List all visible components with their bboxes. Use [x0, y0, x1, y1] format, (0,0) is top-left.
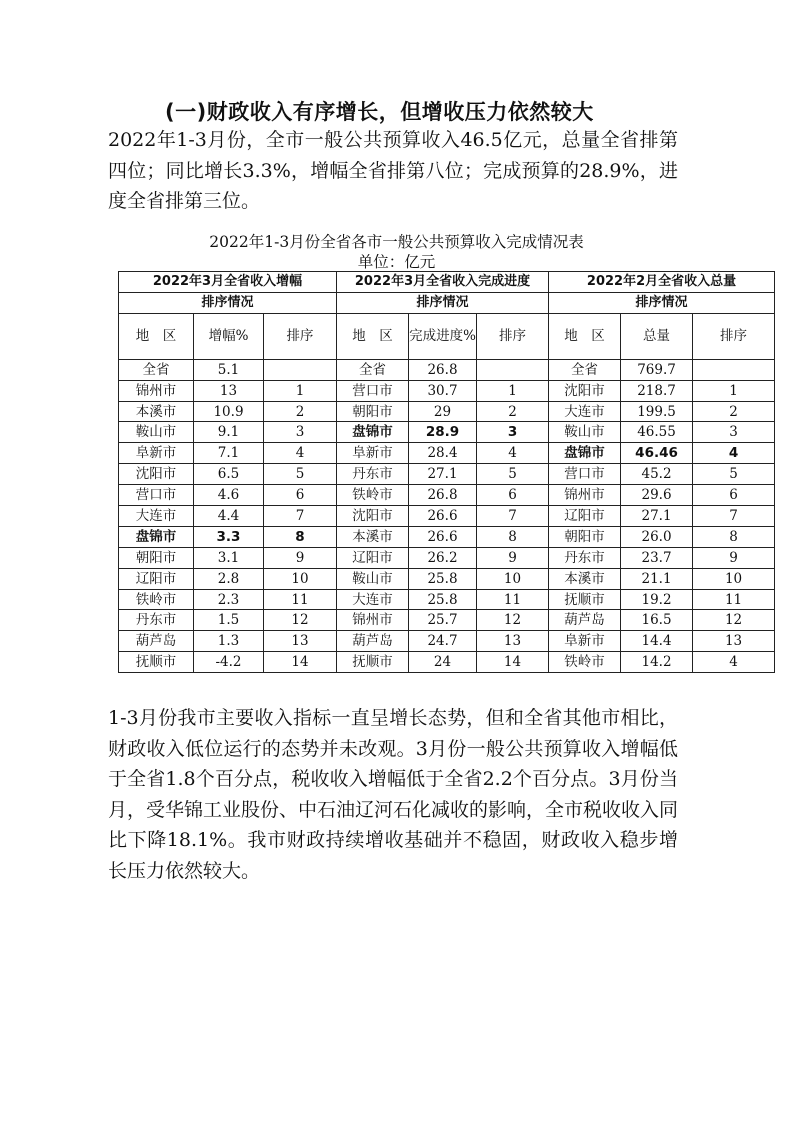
region-cell: 丹东市	[119, 610, 194, 631]
table-row	[119, 485, 775, 506]
rank-cell: 3	[477, 422, 549, 443]
region-cell: 大连市	[119, 506, 194, 527]
table-row	[119, 652, 775, 673]
value-cell: 27.1	[621, 506, 693, 527]
revenue-ranking-table	[118, 271, 775, 673]
col-header-growth: 增幅%	[194, 313, 264, 359]
region-cell: 锦州市	[337, 610, 409, 631]
region-cell: 铁岭市	[337, 485, 409, 506]
value-cell: 29.6	[621, 485, 693, 506]
rank-cell: 8	[264, 526, 337, 547]
rank-cell: 2	[264, 401, 337, 422]
rank-cell: 13	[477, 631, 549, 652]
region-cell: 沈阳市	[119, 464, 194, 485]
col-header-rank: 排序	[693, 313, 775, 359]
value-cell: 25.8	[409, 568, 477, 589]
value-cell: 10.9	[194, 401, 264, 422]
paragraph-summary: 2022年1-3月份，全市一般公共预算收入46.5亿元，总量全省排第四位；同比增长3.3%，增幅全省排第八位；完成预算的28.9%，进度全省排第三位。	[108, 129, 678, 212]
value-cell: 199.5	[621, 401, 693, 422]
region-cell: 鞍山市	[337, 568, 409, 589]
paragraph-analysis: 1-3月份我市主要收入指标一直呈增长态势，但和全省其他市相比，财政收入低位运行的态势并未改观。3月份一般公共预算收入增幅低于全省1.8个百分点，税收收入增幅低于全省2.2个百分点。3月份当月，受华锦工业股份、中石油辽河石化减收的影响，全市税收收入同比下降18.1%。我市财政持续增收基础并不稳固，财政收入稳步增长压力依然较大。	[108, 707, 679, 882]
value-cell: 5.1	[194, 359, 264, 380]
region-cell: 阜新市	[549, 631, 621, 652]
region-cell: 辽阳市	[337, 547, 409, 568]
rank-cell: 2	[477, 401, 549, 422]
region-cell: 铁岭市	[549, 652, 621, 673]
table-unit: 单位：亿元	[357, 253, 436, 271]
table-row	[119, 401, 775, 422]
rank-cell: 6	[693, 485, 775, 506]
rank-cell: 13	[264, 631, 337, 652]
table-title: 2022年1-3月份全省各市一般公共预算收入完成情况表	[209, 233, 584, 251]
region-cell: 葫芦岛	[119, 631, 194, 652]
region-cell: 朝阳市	[119, 547, 194, 568]
rank-cell: 12	[477, 610, 549, 631]
region-cell: 锦州市	[549, 485, 621, 506]
rank-cell: 12	[693, 610, 775, 631]
value-cell: 30.7	[409, 380, 477, 401]
region-cell: 朝阳市	[337, 401, 409, 422]
rank-cell: 2	[693, 401, 775, 422]
table-row	[119, 443, 775, 464]
region-cell: 抚顺市	[337, 652, 409, 673]
rank-cell: 11	[477, 589, 549, 610]
value-cell: 14.2	[621, 652, 693, 673]
rank-cell: 9	[693, 547, 775, 568]
value-cell: 46.55	[621, 422, 693, 443]
region-cell: 全省	[337, 359, 409, 380]
col-header-progress: 完成进度%	[409, 313, 477, 359]
rank-cell: 11	[693, 589, 775, 610]
table-row	[119, 380, 775, 401]
rank-cell: 3	[693, 422, 775, 443]
rank-cell: 6	[477, 485, 549, 506]
table-row	[119, 526, 775, 547]
value-cell: 7.1	[194, 443, 264, 464]
value-cell: 26.0	[621, 526, 693, 547]
value-cell: 24	[409, 652, 477, 673]
rank-cell: 6	[264, 485, 337, 506]
value-cell: 4.4	[194, 506, 264, 527]
value-cell: 2.3	[194, 589, 264, 610]
rank-cell: 1	[693, 380, 775, 401]
rank-cell: 11	[264, 589, 337, 610]
value-cell: 26.6	[409, 506, 477, 527]
region-cell: 葫芦岛	[337, 631, 409, 652]
value-cell: -4.2	[194, 652, 264, 673]
rank-cell: 5	[693, 464, 775, 485]
value-cell: 4.6	[194, 485, 264, 506]
region-cell: 全省	[119, 359, 194, 380]
rank-cell: 4	[693, 443, 775, 464]
rank-cell: 12	[264, 610, 337, 631]
table-row	[119, 464, 775, 485]
rank-cell: 1	[477, 380, 549, 401]
section-title-growth: 2022年3月全省收入增幅	[119, 272, 337, 293]
section-heading: (一)财政收入有序增长，但增收压力依然较大	[165, 100, 594, 124]
region-cell: 盘锦市	[549, 443, 621, 464]
region-cell: 阜新市	[119, 443, 194, 464]
rank-cell: 13	[693, 631, 775, 652]
value-cell: 9.1	[194, 422, 264, 443]
col-header-total: 总量	[621, 313, 693, 359]
value-cell: 24.7	[409, 631, 477, 652]
value-cell: 13	[194, 380, 264, 401]
region-cell: 铁岭市	[119, 589, 194, 610]
value-cell: 19.2	[621, 589, 693, 610]
value-cell: 14.4	[621, 631, 693, 652]
section-title-total: 2022年2月全省收入总量	[549, 272, 775, 293]
rank-cell: 9	[477, 547, 549, 568]
region-cell: 本溪市	[119, 401, 194, 422]
rank-cell	[264, 359, 337, 380]
rank-cell: 10	[477, 568, 549, 589]
value-cell: 28.4	[409, 443, 477, 464]
rank-cell: 9	[264, 547, 337, 568]
value-cell: 218.7	[621, 380, 693, 401]
region-cell: 全省	[549, 359, 621, 380]
rank-cell: 1	[264, 380, 337, 401]
region-cell: 大连市	[337, 589, 409, 610]
rank-cell: 7	[693, 506, 775, 527]
region-cell: 大连市	[549, 401, 621, 422]
col-header-rank: 排序	[264, 313, 337, 359]
region-cell: 抚顺市	[549, 589, 621, 610]
table-row	[119, 589, 775, 610]
value-cell: 769.7	[621, 359, 693, 380]
region-cell: 朝阳市	[549, 526, 621, 547]
region-cell: 本溪市	[549, 568, 621, 589]
rank-cell: 8	[693, 526, 775, 547]
region-cell: 葫芦岛	[549, 610, 621, 631]
value-cell: 26.8	[409, 485, 477, 506]
value-cell: 2.8	[194, 568, 264, 589]
region-cell: 辽阳市	[119, 568, 194, 589]
rank-cell: 14	[264, 652, 337, 673]
rank-cell: 14	[477, 652, 549, 673]
table-row	[119, 422, 775, 443]
table-row	[119, 359, 775, 380]
section-subtitle-growth: 排序情况	[119, 292, 337, 313]
value-cell: 1.5	[194, 610, 264, 631]
region-cell: 丹东市	[337, 464, 409, 485]
value-cell: 29	[409, 401, 477, 422]
value-cell: 27.1	[409, 464, 477, 485]
region-cell: 盘锦市	[119, 526, 194, 547]
section-subtitle-progress: 排序情况	[337, 292, 549, 313]
value-cell: 25.7	[409, 610, 477, 631]
value-cell: 26.6	[409, 526, 477, 547]
region-cell: 锦州市	[119, 380, 194, 401]
section-title-progress: 2022年3月全省收入完成进度	[337, 272, 549, 293]
rank-cell	[477, 359, 549, 380]
col-header-region: 地 区	[549, 313, 621, 359]
value-cell: 26.8	[409, 359, 477, 380]
value-cell: 28.9	[409, 422, 477, 443]
table-row	[119, 568, 775, 589]
rank-cell: 4	[477, 443, 549, 464]
rank-cell: 4	[693, 652, 775, 673]
table-row	[119, 547, 775, 568]
section-subtitle-total: 排序情况	[549, 292, 775, 313]
region-cell: 营口市	[119, 485, 194, 506]
value-cell: 6.5	[194, 464, 264, 485]
rank-cell: 3	[264, 422, 337, 443]
value-cell: 23.7	[621, 547, 693, 568]
value-cell: 3.3	[194, 526, 264, 547]
region-cell: 营口市	[549, 464, 621, 485]
value-cell: 45.2	[621, 464, 693, 485]
value-cell: 3.1	[194, 547, 264, 568]
region-cell: 鞍山市	[119, 422, 194, 443]
col-header-region: 地 区	[119, 313, 194, 359]
rank-cell	[693, 359, 775, 380]
region-cell: 营口市	[337, 380, 409, 401]
region-cell: 丹东市	[549, 547, 621, 568]
rank-cell: 7	[477, 506, 549, 527]
region-cell: 抚顺市	[119, 652, 194, 673]
table-row	[119, 506, 775, 527]
region-cell: 鞍山市	[549, 422, 621, 443]
region-cell: 沈阳市	[549, 380, 621, 401]
table-row	[119, 610, 775, 631]
col-header-region: 地 区	[337, 313, 409, 359]
table-row	[119, 631, 775, 652]
value-cell: 21.1	[621, 568, 693, 589]
value-cell: 25.8	[409, 589, 477, 610]
value-cell: 46.46	[621, 443, 693, 464]
rank-cell: 5	[477, 464, 549, 485]
rank-cell: 5	[264, 464, 337, 485]
region-cell: 辽阳市	[549, 506, 621, 527]
rank-cell: 10	[264, 568, 337, 589]
rank-cell: 4	[264, 443, 337, 464]
rank-cell: 10	[693, 568, 775, 589]
region-cell: 盘锦市	[337, 422, 409, 443]
col-header-rank: 排序	[477, 313, 549, 359]
value-cell: 16.5	[621, 610, 693, 631]
value-cell: 1.3	[194, 631, 264, 652]
value-cell: 26.2	[409, 547, 477, 568]
region-cell: 本溪市	[337, 526, 409, 547]
rank-cell: 7	[264, 506, 337, 527]
region-cell: 阜新市	[337, 443, 409, 464]
region-cell: 沈阳市	[337, 506, 409, 527]
rank-cell: 8	[477, 526, 549, 547]
